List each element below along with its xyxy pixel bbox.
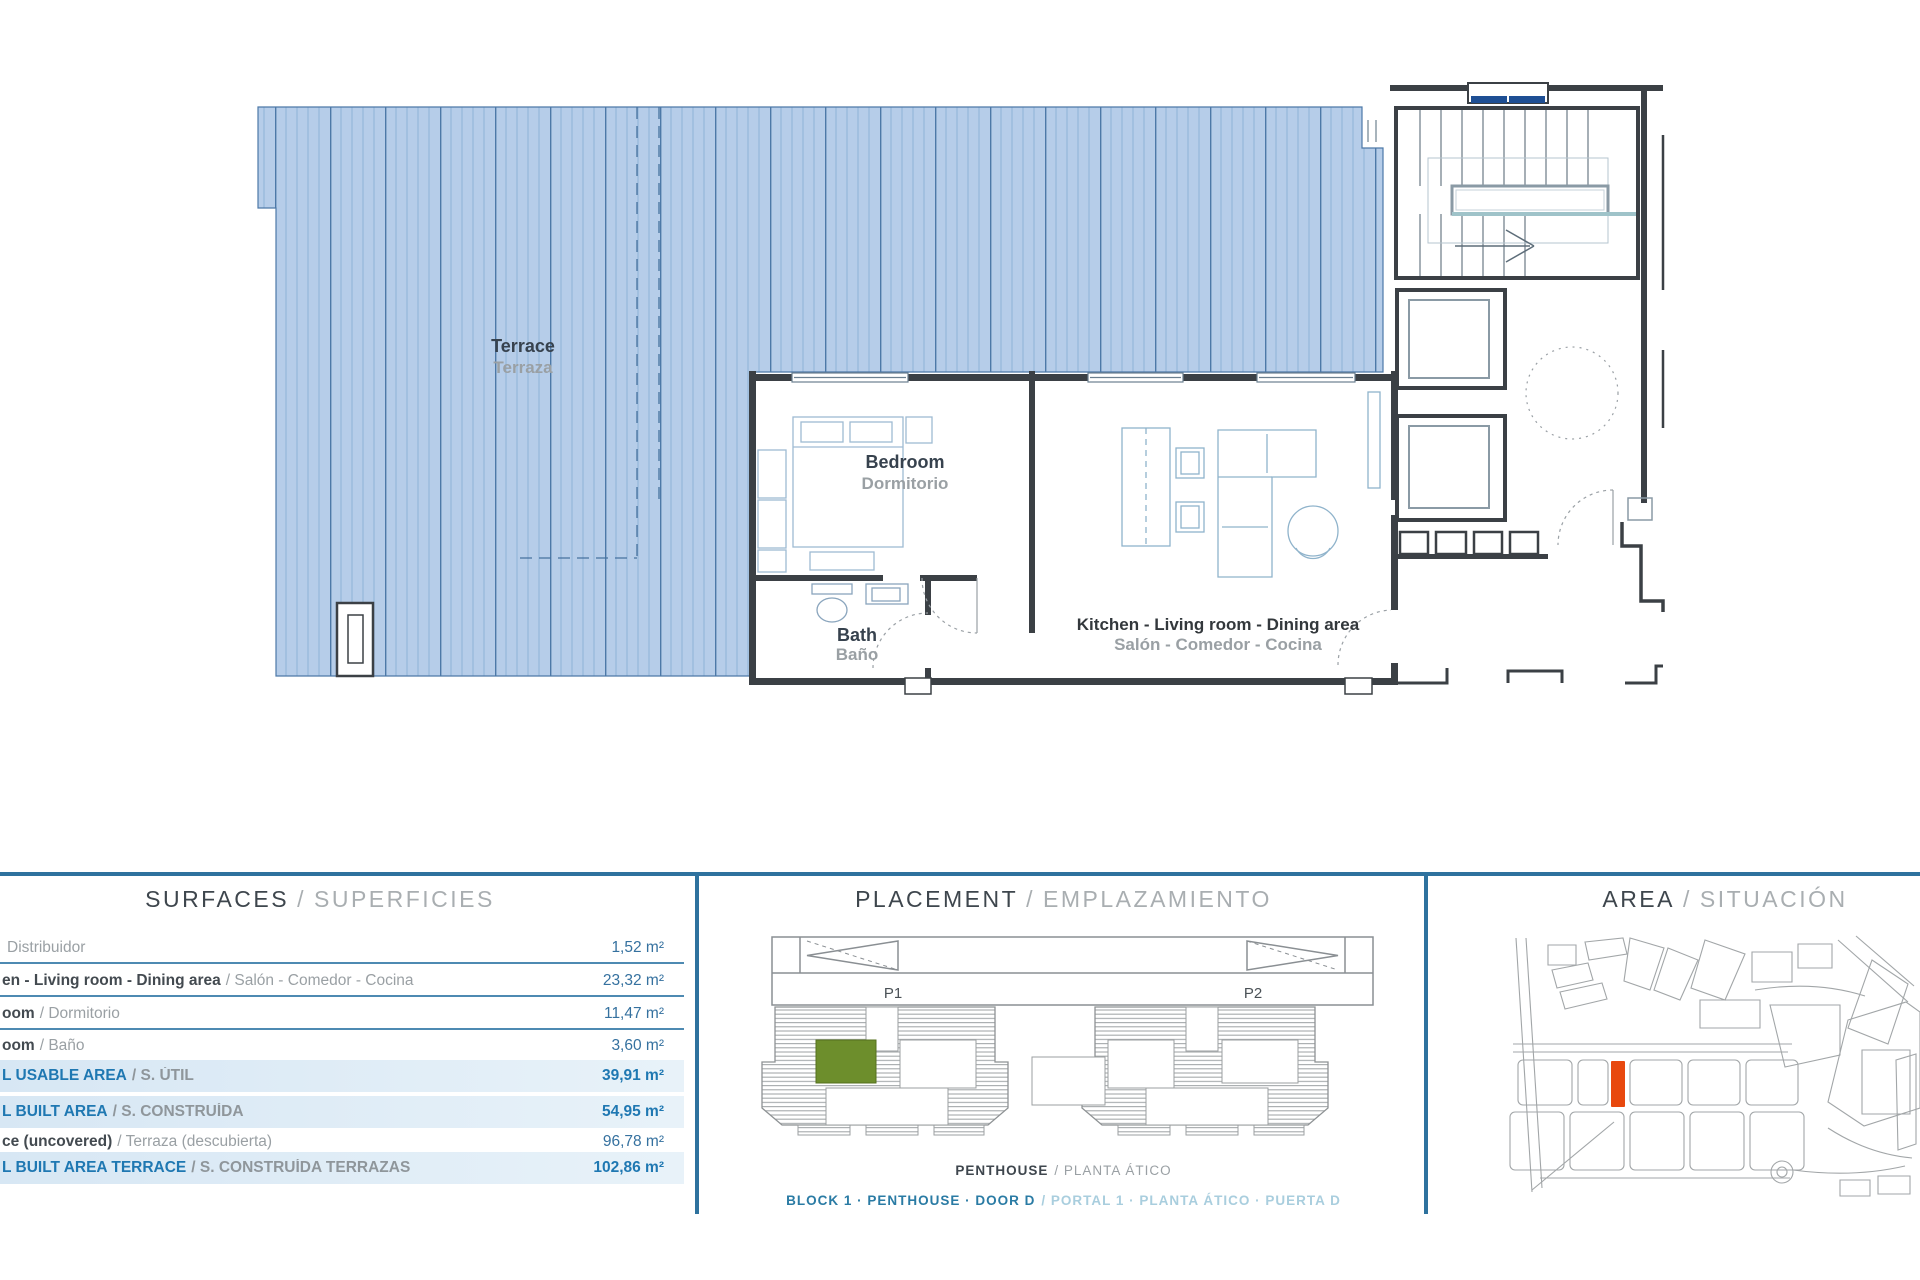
block-1: [762, 1007, 1008, 1135]
stair-direction-arrow: [1455, 230, 1534, 262]
living-furniture: [1122, 392, 1380, 577]
portal-1-label: P1: [883, 985, 903, 1002]
area-title-en: AREA: [1602, 885, 1675, 912]
table-row-total-terrace: L BUILT AREA TERRACE / S. CONSTRUÍDA TERRAZAS 102,86 m²: [0, 1152, 684, 1184]
selected-unit: [816, 1040, 876, 1083]
area-title-es: SITUACIÓN: [1699, 885, 1848, 912]
bedroom-label-en: Bedroom: [865, 452, 945, 472]
kitchen-label-en: Kitchen - Living room - Dining area: [1076, 615, 1360, 634]
bath-label-es: Baño: [835, 645, 879, 664]
sheet-top-border: [0, 872, 1920, 876]
table-row: en - Living room - Dining area / Salón - Comedor - Cocina 23,32 m²: [0, 966, 684, 997]
elevators: [1397, 290, 1505, 520]
placement-diagram: [700, 930, 1427, 1160]
placement-header: PLACEMENT / EMPLAZAMIENTO: [855, 885, 1272, 912]
skylight-dashed-circle: [1526, 347, 1618, 439]
bath-fixtures: [812, 584, 908, 622]
map-streets: [1510, 936, 1920, 1196]
map-marker: [1611, 1061, 1625, 1107]
location-map: [1427, 930, 1920, 1200]
panel-divider-1: [695, 872, 699, 1214]
bath-label-en: Bath: [837, 625, 877, 645]
table-row: oom / Dormitorio 11,47 m²: [0, 999, 684, 1030]
terrace-area: [258, 107, 1383, 676]
table-row: Distribuidor 1,52 m²: [0, 933, 684, 964]
stair-core: [1368, 83, 1663, 683]
court-square: [1032, 1057, 1105, 1105]
unit-caption: BLOCK 1 · PENTHOUSE · DOOR D / PORTAL 1 · PLANTA ÁTICO · PUERTA D: [786, 1193, 1341, 1208]
portal-2-label: P2: [1243, 985, 1263, 1002]
terrace-pillar: [337, 603, 373, 676]
surfaces-title-es: SUPERFICIES: [314, 885, 495, 912]
placement-title-en: PLACEMENT: [855, 885, 1019, 912]
vents: [1400, 532, 1538, 554]
stair-window-glass: [1471, 96, 1507, 103]
surfaces-header: SURFACES / SUPERFICIES: [145, 885, 495, 912]
table-row-total-usable: L USABLE AREA / S. ÚTIL 39,91 m²: [0, 1060, 684, 1092]
surfaces-title-en: SURFACES: [145, 885, 290, 912]
bedroom-label-es: Dormitorio: [861, 474, 949, 493]
table-row: ce (uncovered) / Terraza (descubierta) 96,78 m²: [2, 1132, 664, 1150]
terrace-label-en: Terrace: [491, 336, 555, 356]
bath-threshold: [905, 678, 931, 694]
area-header: AREA / SITUACIÓN: [1602, 885, 1848, 912]
kitchen-label-es: Salón - Comedor - Cocina: [1114, 635, 1322, 654]
terrace-label-es: Terraza: [493, 358, 553, 377]
living-threshold: [1345, 678, 1372, 694]
block-2: [1082, 1007, 1328, 1135]
table-row-total-built: L BUILT AREA / S. CONSTRUÍDA 54,95 m²: [0, 1096, 684, 1128]
table-row: oom / Baño 3,60 m²: [2, 1036, 664, 1054]
floor-caption: PENTHOUSE / PLANTA ÁTICO: [955, 1163, 1172, 1178]
placement-title-es: EMPLAZAMIENTO: [1043, 885, 1272, 912]
bedroom-furniture: [758, 417, 932, 572]
